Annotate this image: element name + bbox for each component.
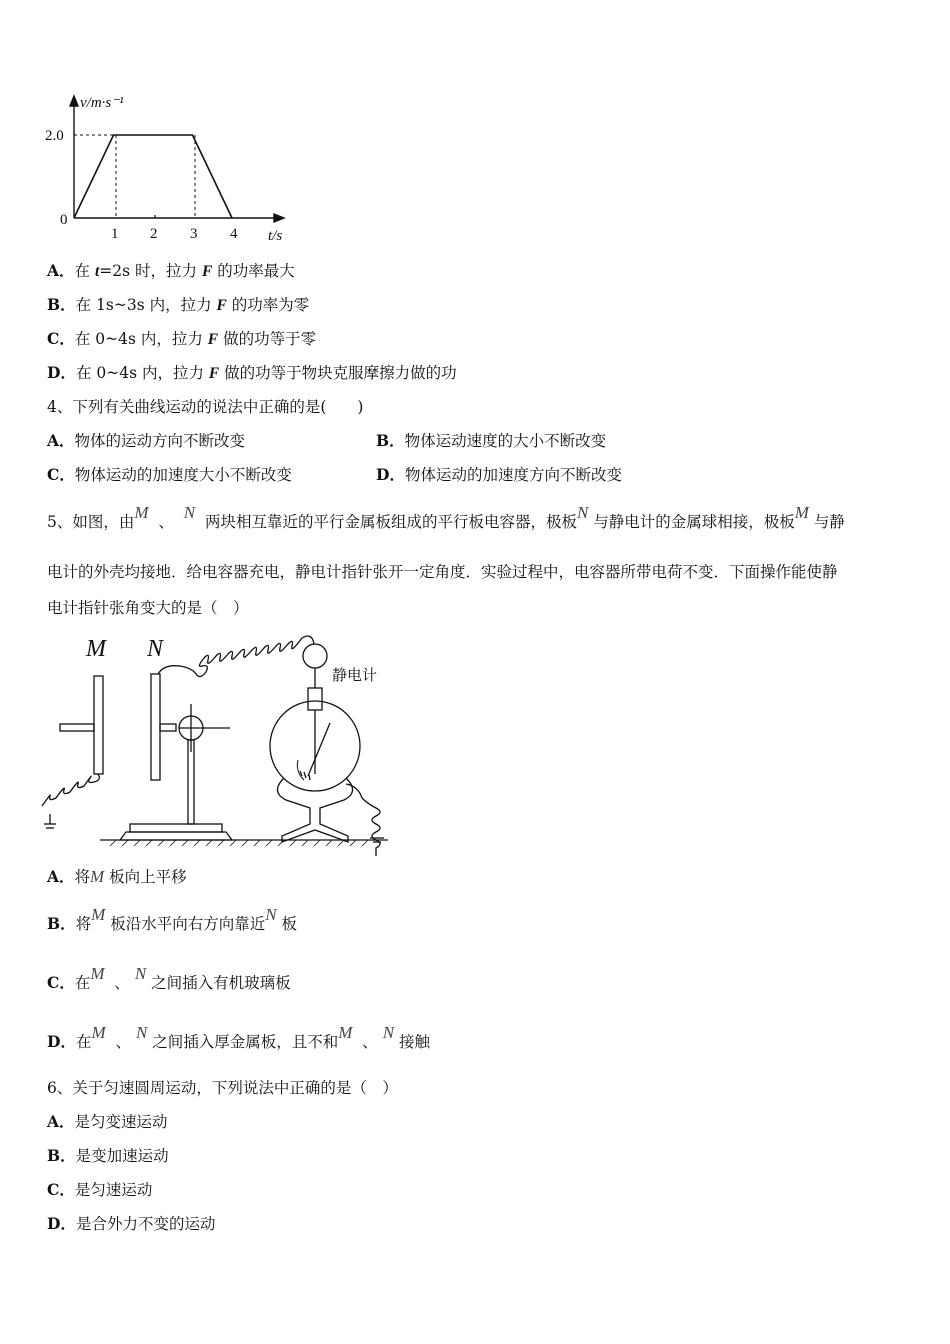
- separator: 、: [362, 1033, 378, 1051]
- separator: 、: [158, 513, 174, 531]
- option-text: 物体的运动方向不断改变: [74, 432, 246, 450]
- var-n: N: [265, 905, 277, 924]
- option-label: A．: [47, 867, 75, 886]
- option-text: 在 1s~3s 内，拉力: [75, 296, 217, 314]
- q5-option-a: [47, 867, 187, 887]
- option-label: C．: [47, 465, 75, 484]
- x-tick-2: 2: [150, 226, 158, 242]
- option-text: 在: [74, 974, 91, 992]
- var-m: M: [90, 964, 105, 983]
- figure-label-n: N: [147, 636, 164, 662]
- option-label: C．: [47, 329, 75, 348]
- var-m: M: [134, 503, 149, 522]
- option-text: 将: [74, 868, 91, 886]
- vt-series-line: [74, 135, 232, 218]
- q4-stem: 4、下列有关曲线运动的说法中正确的是( ): [47, 398, 364, 416]
- figure-label-electrometer: 静电计: [332, 666, 378, 684]
- stand-post: [188, 740, 194, 824]
- option-text: 在 0~4s 内，拉力: [75, 364, 209, 382]
- y-tick-2: 2.0: [45, 128, 64, 144]
- x-tick-4: 4: [230, 226, 238, 242]
- option-text: 做的功等于物块克服摩擦力做的功: [219, 364, 457, 382]
- option-text: 将: [75, 915, 92, 933]
- var-m: M: [794, 503, 809, 522]
- q5-stem-line2: 电计的外壳均接地．给电容器充电，静电计指针张开一定角度．实验过程中，电容器所带电荷不变．下面操作能使静: [47, 563, 838, 581]
- option-label: D．: [47, 1032, 76, 1051]
- q6-stem: 6、关于匀速圆周运动，下列说法中正确的是（ ）: [47, 1079, 398, 1097]
- q5-stem-line1: [47, 503, 845, 532]
- electrometer-stand: [277, 778, 352, 842]
- electrometer-insulator: [308, 688, 322, 710]
- option-text: 是匀变速运动: [74, 1113, 168, 1131]
- stem-text: 5、如图，由: [47, 513, 135, 531]
- option-label: B．: [376, 431, 405, 450]
- stem-text: 两块相互靠近的平行金属板组成的平行板电容器，极板: [204, 513, 577, 531]
- option-text: 在: [75, 1033, 92, 1051]
- x-axis-label: t/s: [268, 228, 283, 244]
- x-tick-3: 3: [190, 226, 198, 242]
- option-text: =2s 时，拉力: [99, 262, 202, 280]
- q4-option-b: [376, 431, 606, 451]
- option-label: A．: [47, 431, 75, 450]
- var-f: F: [207, 331, 219, 348]
- q6-option-c: [47, 1180, 152, 1200]
- option-text: 板沿水平向右方向靠近: [110, 915, 266, 933]
- q6-option-a: [47, 1112, 168, 1132]
- option-text: 接触: [399, 1033, 431, 1051]
- var-n: N: [382, 1023, 395, 1042]
- q5-option-b: [47, 905, 298, 934]
- option-text: 之间插入厚金属板，且不和: [152, 1033, 339, 1051]
- option-label: C．: [47, 973, 75, 992]
- y-axis-label: v/m·s⁻¹: [80, 95, 124, 111]
- var-n: N: [134, 964, 147, 983]
- var-f: F: [201, 263, 213, 280]
- stand-base-top: [130, 824, 222, 832]
- q5-option-d: [47, 1023, 431, 1052]
- option-label: D．: [47, 1214, 76, 1233]
- var-f: F: [208, 365, 220, 382]
- q5-stem-line3: 电计指针张角变大的是（ ）: [47, 599, 249, 617]
- electrometer-needle: [308, 723, 330, 776]
- vt-graph: [40, 90, 300, 250]
- q3-option-a: [47, 261, 295, 282]
- q3-option-d: [47, 363, 457, 384]
- option-label: D．: [47, 363, 76, 382]
- var-m: M: [90, 867, 105, 886]
- option-label: A．: [47, 261, 75, 280]
- q4-option-c: [47, 465, 292, 485]
- ground-spring-m: [42, 774, 99, 806]
- option-text: 物体运动的加速度大小不断改变: [74, 466, 292, 484]
- stem-text: 与静: [813, 513, 845, 531]
- var-m: M: [91, 905, 106, 924]
- option-text: 板: [281, 915, 298, 933]
- q3-option-c: [47, 329, 316, 350]
- electrometer-ball: [303, 644, 327, 668]
- separator: 、: [115, 1033, 132, 1051]
- q6-option-b: [47, 1146, 169, 1166]
- option-label: B．: [47, 1146, 76, 1165]
- x-axis-arrow: [274, 214, 284, 222]
- option-text: 物体运动速度的大小不断改变: [404, 432, 607, 450]
- origin-label: 0: [60, 212, 68, 228]
- var-m: M: [338, 1023, 353, 1042]
- option-text: 板向上平移: [109, 868, 187, 886]
- q3-option-b: [47, 295, 309, 316]
- var-f: F: [216, 297, 227, 314]
- plate-m: [94, 676, 103, 774]
- q5-option-c: [47, 964, 291, 993]
- option-text: 在 0~4s 内，拉力: [74, 330, 208, 348]
- plate-m-handle: [60, 724, 94, 731]
- option-text: 的功率最大: [212, 262, 295, 280]
- var-n: N: [183, 503, 196, 522]
- separator: 、: [114, 974, 130, 992]
- option-label: D．: [376, 465, 405, 484]
- figure-label-m: M: [86, 636, 106, 662]
- q4-option-d: [376, 465, 622, 485]
- q6-option-d: [47, 1214, 215, 1234]
- option-text: 在: [74, 262, 95, 280]
- connecting-wire: [158, 636, 314, 677]
- q4-option-a: [47, 431, 245, 451]
- option-label: B．: [47, 295, 76, 314]
- option-text: 物体运动的加速度方向不断改变: [404, 466, 622, 484]
- option-label: C．: [47, 1180, 75, 1199]
- var-n: N: [577, 503, 589, 522]
- var-n: N: [135, 1023, 148, 1042]
- var-m: M: [91, 1023, 106, 1042]
- option-text: 之间插入有机玻璃板: [151, 974, 291, 992]
- x-tick-1: 1: [111, 226, 119, 242]
- option-text: 做的功等于零: [218, 330, 317, 348]
- option-text: 是变加速运动: [75, 1147, 169, 1165]
- plate-n: [151, 674, 160, 780]
- stand-base: [120, 832, 232, 840]
- option-text: 的功率为零: [226, 296, 310, 314]
- var-t: t: [94, 263, 100, 280]
- option-label: A．: [47, 1112, 75, 1131]
- option-text: 是匀速运动: [74, 1181, 153, 1199]
- option-label: B．: [47, 914, 76, 933]
- stem-text: 与静电计的金属球相接，极板: [593, 513, 795, 531]
- electrometer-figure: [40, 628, 400, 860]
- option-text: 是合外力不变的运动: [75, 1215, 216, 1233]
- y-axis-arrow: [70, 96, 78, 106]
